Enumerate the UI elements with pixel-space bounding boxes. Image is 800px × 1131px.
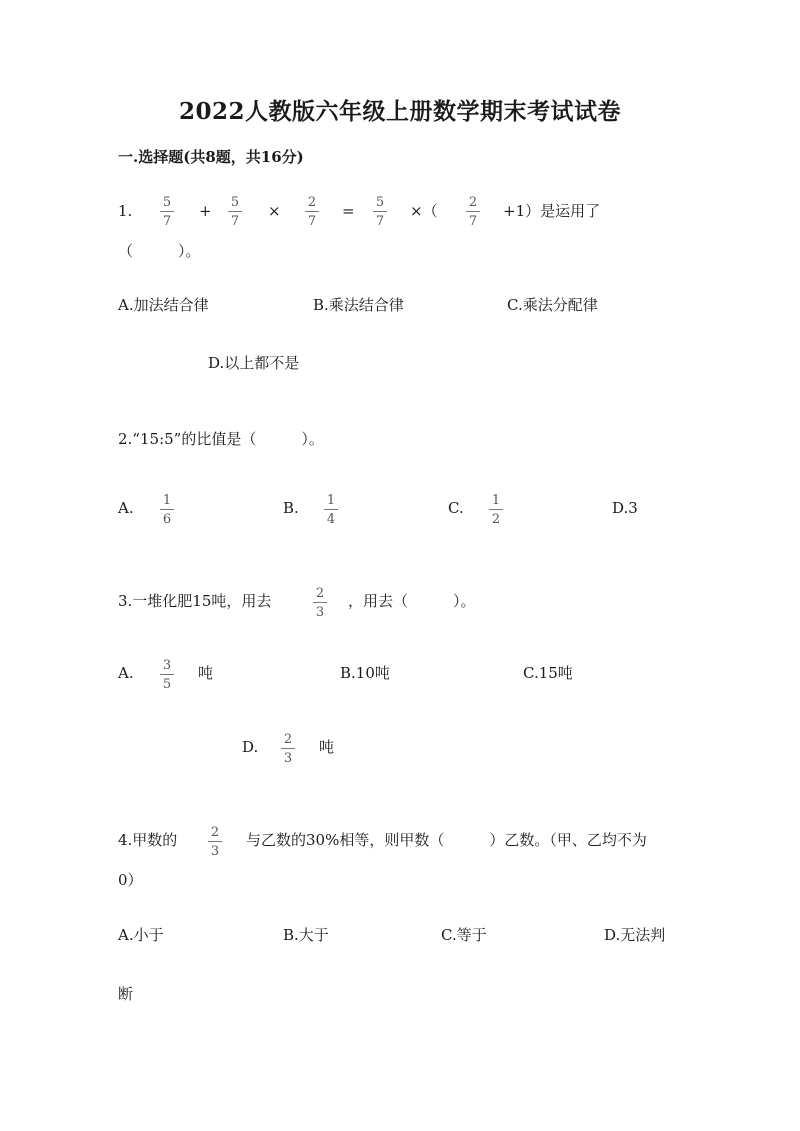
q3-option-c: C.15吨 <box>523 664 573 682</box>
q1-number: 1. <box>118 202 133 220</box>
q3-option-b: B.10吨 <box>340 664 390 682</box>
q1-stem-tail: +1）是运用了 <box>503 202 601 220</box>
q4-stem-middle: 与乙数的30%相等，则甲数（ ）乙数。（甲、乙均不为 <box>246 831 647 849</box>
q3-option-d-unit: 吨 <box>319 738 335 756</box>
page-title: 2022人教版六年级上册数学期末考试试卷 <box>178 98 621 125</box>
q3-option-d-label: D. <box>242 738 259 756</box>
q3-option-a-fraction: 3 5 <box>160 659 174 691</box>
q3-stem-fraction: 2 3 <box>313 587 327 619</box>
section-heading: 一.选择题(共8题，共16分) <box>118 148 304 166</box>
q2-option-b-label: B. <box>283 499 299 517</box>
q3-option-a-unit: 吨 <box>198 664 214 682</box>
q1-plus-sign: + <box>199 202 212 220</box>
q1-fraction-4: 5 7 <box>373 196 387 228</box>
q1-fraction-3: 2 7 <box>305 196 319 228</box>
q2-option-b-fraction: 1 4 <box>324 494 338 526</box>
q2-option-c-label: C. <box>448 499 464 517</box>
q1-answer-blank: （ ）。 <box>118 242 201 260</box>
q4-option-d: D.无法判 <box>604 926 666 944</box>
q4-option-d-continued: 断 <box>118 985 134 1003</box>
q3-stem-start: 3.一堆化肥15吨，用去 <box>118 592 272 610</box>
q4-stem-end: 0） <box>118 871 143 889</box>
q2-option-a-fraction: 1 6 <box>160 494 174 526</box>
q1-fraction-2: 5 7 <box>228 196 242 228</box>
q1-fraction-5: 2 7 <box>466 196 480 228</box>
q4-stem-start: 4.甲数的 <box>118 831 178 849</box>
q1-option-d: D.以上都不是 <box>208 354 300 372</box>
q4-option-b: B.大于 <box>283 926 329 944</box>
q3-stem-end: ，用去（ ）。 <box>348 592 476 610</box>
q1-equals-sign: = <box>342 202 355 220</box>
q1-fraction-1: 5 7 <box>160 196 174 228</box>
q4-option-c: C.等于 <box>441 926 487 944</box>
q3-option-d-fraction: 2 3 <box>281 733 295 765</box>
q2-option-a-label: A. <box>118 499 134 517</box>
q2-option-c-fraction: 1 2 <box>489 494 503 526</box>
q1-option-a: A.加法结合律 <box>118 296 209 314</box>
q4-option-a: A.小于 <box>118 926 164 944</box>
q1-times-paren: ×（ <box>410 202 438 220</box>
q1-option-c: C.乘法分配律 <box>507 296 598 314</box>
q4-stem-fraction: 2 3 <box>208 826 222 858</box>
q1-option-b: B.乘法结合律 <box>313 296 404 314</box>
q2-option-d: D.3 <box>612 499 638 517</box>
q2-stem: 2.“15:5”的比值是（ ）。 <box>118 430 324 448</box>
q3-option-a-label: A. <box>118 664 134 682</box>
q1-times-sign: × <box>268 202 281 220</box>
